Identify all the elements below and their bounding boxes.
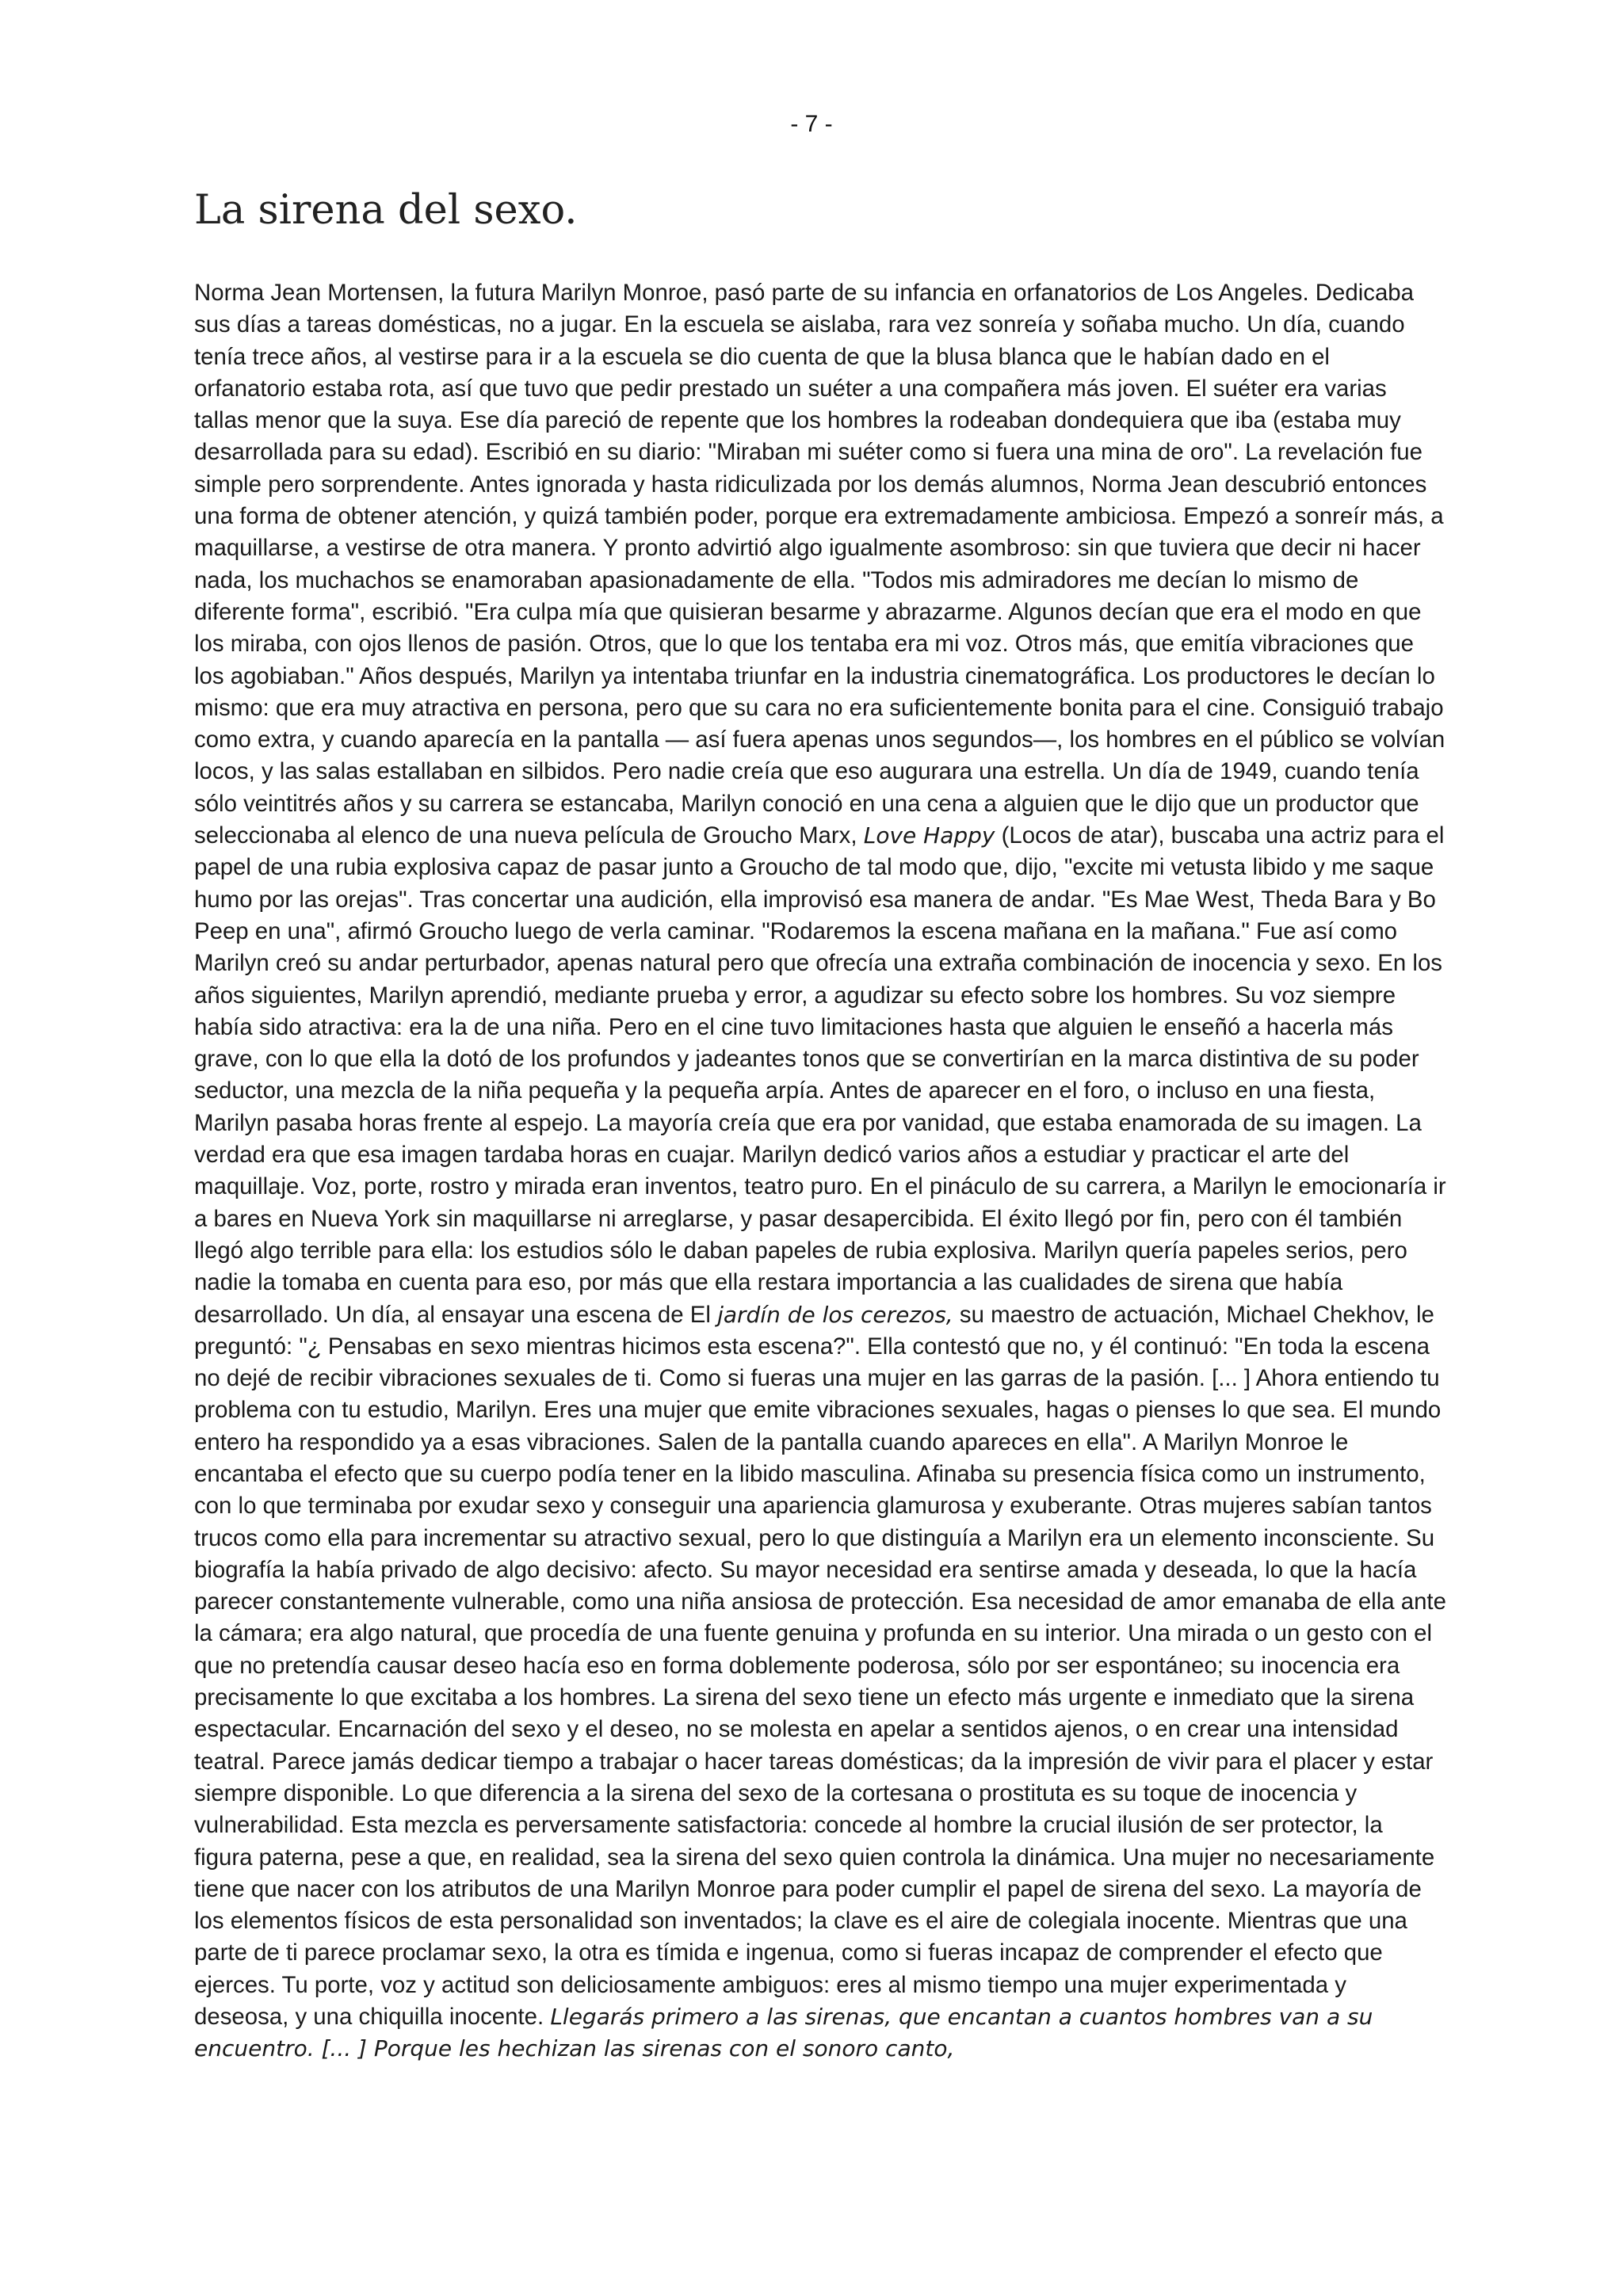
film-title-love-happy: Love Happy	[863, 822, 995, 849]
page-number: - 7 -	[790, 111, 833, 137]
body-text-part-3: su maestro de actuación, Michael Chekhov, le preguntó: "¿ Pensabas en sexo mientras hicimos esta escena?". Ella contestó que no, y él continuó: "En toda la escena no dejé de recibir vibraciones sexuales de ti. Como si fueras una mujer en las garras de la pasión. [... ] Ahora entiendo tu problema con tu estudio, Marilyn. Eres una mujer que emite vibraciones sexuales, hagas o pienses lo que sea. El mundo entero ha respondido ya a esas vibraciones. Salen de la pantalla cuando apareces en ella". A Marilyn Monroe le encantaba el efecto que su cuerpo podía tener en la libido masculina. Afinaba su presencia física como un instrumento, con lo que terminaba por exudar sexo y conseguir una apariencia glamurosa y exuberante. Otras mujeres sabían tantos trucos como ella para incrementar su atractivo sexual, pero lo que distinguía a Marilyn era un elemento inconsciente. Su biografía la había privado de algo decisivo: afecto. Su mayor necesidad era sentirse amada y deseada, lo que la hacía parecer constantemente vulnerable, como una niña ansiosa de protección. Esa necesidad de amor emanaba de ella ante la cámara; era algo natural, que procedía de una fuente genuina y profunda en su interior. Una mirada o un gesto con el que no pretendía causar deseo hacía eso en forma doblemente poderosa, sólo por ser espontáneo; su inocencia era precisamente lo que excitaba a los hombres. La sirena del sexo tiene un efecto más urgente e inmediato que la sirena espectacular. Encarnación del sexo y el deseo, no se molesta en apelar a sentidos ajenos, o en crear una intensidad teatral. Parece jamás dedicar tiempo a trabajar o hacer tareas domésticas; da la impresión de vivir para el placer y estar siempre disponible. Lo que diferencia a la sirena del sexo de la cortesana o prostituta es su toque de inocencia y vulnerabilidad. Esta mezcla es perversamente satisfactoria: concede al hombre la crucial ilusión de ser protector, la figura paterna, pese a que, en realidad, sea la sirena del sexo quien controla la dinámica. Una mujer no necesariamente tiene que nacer con los atributos de una Marilyn Monroe para poder cumplir el papel de sirena del sexo. La mayoría de los elementos físicos de esta personalidad son inventados; la clave es el aire de colegiala inocente. Mientras que una parte de ti parece proclamar sexo, la otra es tímida e ingenua, como si fueras incapaz de comprender el efecto que ejerces. Tu porte, voz y actitud son deliciosamente ambiguos: eres al mismo tiempo una mujer experimentada y deseosa, y una chiquilla inocente.	[194, 1301, 1446, 2031]
chapter-title: La sirena del sexo.	[194, 187, 578, 234]
body-text-part-2: (Locos de atar), buscaba una actriz para el papel de una rubia explosiva capaz de pasar junto a Groucho de tal modo que, dijo, "excite mi vetusta libido y me saque humo por las orejas". Tras concertar una audición, ella improvisó esa manera de andar. "Es Mae West, Theda Bara y Bo Peep en una", afirmó Groucho luego de verla caminar. "Rodaremos la escena mañana en la mañana." Fue así como Marilyn creó su andar perturbador, apenas natural pero que ofrecía una extraña combinación de inocencia y sexo. En los años siguientes, Marilyn aprendió, mediante prueba y error, a agudizar su efecto sobre los hombres. Su voz siempre había sido atractiva: era la de una niña. Pero en el cine tuvo limitaciones hasta que alguien le enseñó a hacerla más grave, con lo que ella la dotó de los profundos y jadeantes tonos que se convertirían en la marca distintiva de su poder seductor, una mezcla de la niña pequeña y la pequeña arpía. Antes de aparecer en el foro, o incluso en una fiesta, Marilyn pasaba horas frente al espejo. La mayoría creía que era por vanidad, que estaba enamorada de su imagen. La verdad era que esa imagen tardaba horas en cuajar. Marilyn dedicó varios años a estudiar y practicar el arte del maquillaje. Voz, porte, rostro y mirada eran inventos, teatro puro. En el pináculo de su carrera, a Marilyn le emocionaría ir a bares en Nueva York sin maquillarse ni arreglarse, y pasar desapercibida. El éxito llegó por fin, pero con él también llegó algo terrible para ella: los estudios sólo le daban papeles de rubia explosiva. Marilyn quería papeles serios, pero nadie la tomaba en cuenta para eso, por más que ella restara importancia a las cualidades de sirena que había desarrollado. Un día, al ensayar una escena de El	[194, 822, 1446, 1328]
play-title-jardin-cerezos: jardín de los cerezos,	[717, 1301, 953, 1328]
odyssey-quote: Llegarás primero a las sirenas, que encantan a cuantos hombres van a su encuentro. [... ] Porque les hechizan las sirenas con el sonoro canto,	[194, 2004, 1373, 2062]
body-text-part-1: Norma Jean Mortensen, la futura Marilyn Monroe, pasó parte de su infancia en orfanatorios de Los Angeles. Dedicaba sus días a tareas domésticas, no a jugar. En la escuela se aislaba, rara vez sonreía y soñaba mucho. Un día, cuando tenía trece años, al vestirse para ir a la escuela se dio cuenta de que la blusa blanca que le habían dado en el orfanatorio estaba rota, así que tuvo que pedir prestado un suéter a una compañera más joven. El suéter era varias tallas menor que la suya. Ese día pareció de repente que los hombres la rodeaban dondequiera que iba (estaba muy desarrollada para su edad). Escribió en su diario: "Miraban mi suéter como si fuera una mina de oro". La revelación fue simple pero sorprendente. Antes ignorada y hasta ridiculizada por los demás alumnos, Norma Jean descubrió entonces una forma de obtener atención, y quizá también poder, porque era extremadamente ambiciosa. Empezó a sonreír más, a maquillarse, a vestirse de otra manera. Y pronto advirtió algo igualmente asombroso: sin que tuviera que decir ni hacer nada, los muchachos se enamoraban apasionadamente de ella. "Todos mis admiradores me decían lo mismo de diferente forma", escribió. "Era culpa mía que quisieran besarme y abrazarme. Algunos decían que era el modo en que los miraba, con ojos llenos de pasión. Otros, que lo que los tentaba era mi voz. Otros más, que emitía vibraciones que los agobiaban." Años después, Marilyn ya intentaba triunfar en la industria cinematográfica. Los productores le decían lo mismo: que era muy atractiva en persona, pero que su cara no era suficientemente bonita para el cine. Consiguió trabajo como extra, y cuando aparecía en la pantalla — así fuera apenas unos segundos—, los hombres en el público se volvían locos, y las salas estallaban en silbidos. Pero nadie creía que eso augurara una estrella. Un día de 1949, cuando tenía sólo veintitrés años y su carrera se estancaba, Marilyn conoció en una cena a alguien que le dijo que un productor que seleccionaba al elenco de una nueva película de Groucho Marx,	[194, 280, 1445, 849]
body-paragraph	[194, 277, 1446, 2065]
